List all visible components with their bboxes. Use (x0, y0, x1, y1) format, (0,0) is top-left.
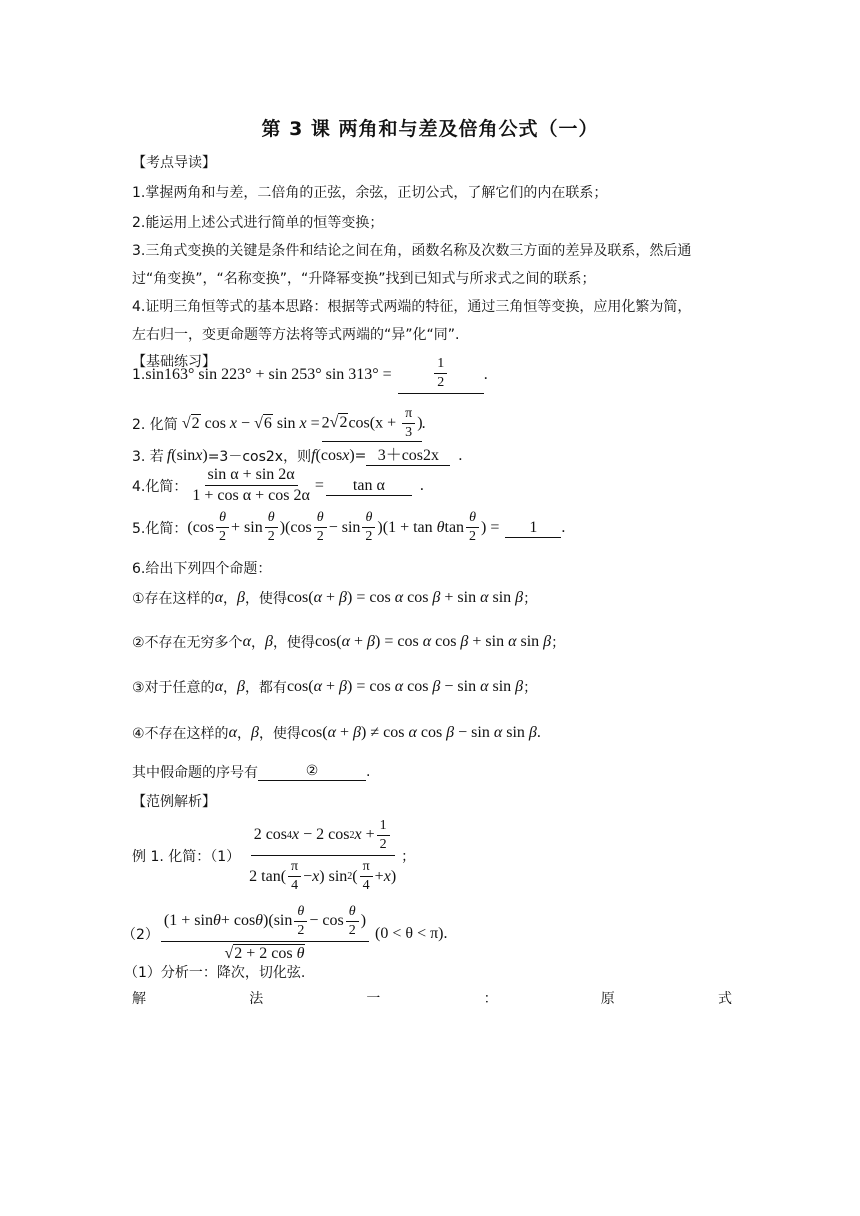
proposition-2: ②不存在无穷多个 α ， β ，使得 cos(α + β) = cos α cos β + sin α sin β ； (132, 633, 566, 651)
guide-item: 2.能运用上述公式进行简单的恒等变换； (132, 215, 384, 231)
exercise-3: 3. 若 f (sinx) =3－cos2x，则 f (cosx) = 3＋cos2x . (132, 447, 463, 466)
guide-item: 4.证明三角恒等式的基本思路：根据等式两端的特征，通过三角恒等变换，应用化繁为简， (132, 299, 692, 315)
guide-item: 3.三角式变换的关键是条件和结论之间在角，函数名称及次数三方面的差异及联系，然后通 (132, 243, 692, 259)
exercise-5-answer: 1 (505, 518, 561, 538)
proposition-3: ③对于任意的 α ， β ，都有 cos(α + β) = cos α cos β − sin α sin β ； (132, 678, 538, 696)
exercise-2-answer: 2√2cos(x + $\frac{\pi}{3}$ ) (322, 406, 422, 442)
exercise-4-numerator: sin α + sin 2α (205, 466, 298, 486)
exercise-2: 2. 化简 √2 cos x − √6 sin x = 2√2cos(x + $\frac{\pi}{3}$ ) . (132, 406, 426, 442)
example-2: （2） (1 + sin θ + cos θ )(sin $\frac{\theta}{2}$ − cos $\frac{\theta}{2}$ ) √2 + 2 cos θ (0 < θ < π) . (122, 904, 448, 963)
proposition-1: ①存在这样的 α ， β ，使得 cos(α + β) = cos α cos β + sin α sin β ； (132, 589, 538, 607)
exercise-4-denominator: 1 + cos α + cos 2α (192, 487, 310, 505)
exercise-1-answer: $\frac{1}{2}$ (398, 356, 484, 394)
page-title: 第 3 课 两角和与差及倍角公式（一） (261, 118, 599, 140)
exercise-6-intro: 6.给出下列四个命题： (132, 561, 272, 577)
false-propositions-answer: ② (258, 763, 366, 781)
exercise-1: 1. sin163° sin 223° + sin 253° sin 313° = $\frac{1}{2}$ . (132, 356, 488, 394)
analysis-line: （1）分析一：降次，切化弦. (124, 965, 306, 981)
guide-item: 1.掌握两角和与差，二倍角的正弦，余弦，正切公式，了解它们的内在联系； (132, 185, 608, 201)
section-heading-exercises: 【基础练习】 (132, 354, 216, 370)
section-heading-guide: 【考点导读】 (132, 155, 216, 171)
section-heading-examples: 【范例解析】 (132, 794, 216, 810)
example-1: 例 1. 化简：（1） 2 cos 4 x − 2 cos 2 x + $\frac{1}{2}$ 2 tan( $\frac{\pi}{4}$ − x ) sin 2 ( $\frac{\pi}{4}$ + x ) ； (132, 818, 416, 894)
exercise-4: 4.化简： $\frac{\text{sin α + sin 2α}}{\text{1 + cos α + cos 2α}}$ = tan α . (132, 466, 424, 505)
exercise-4-answer: tan α (326, 476, 412, 496)
guide-item: 左右归一，变更命题等方法将等式两端的“异”化“同”. (132, 327, 460, 343)
solution-line: 解 法 一 ： 原 式 (132, 991, 732, 1007)
guide-item: 过“角变换”，“名称变换”，“升降幂变换”找到已知式与所求式之间的联系； (132, 271, 596, 287)
exercise-3-answer: 3＋cos2x (366, 446, 450, 466)
false-propositions: 其中假命题的序号有 ② . (132, 763, 371, 781)
exercise-1-expression: sin163° sin 223° + sin 253° sin 313° = (145, 366, 392, 384)
exercise-5: 5.化简： (cos $\frac{\theta}{2}$ + sin $\frac{\theta}{2}$ )(cos $\frac{\theta}{2}$ − sin $\frac{\theta}{2}$ )(1 + tan θtan $\frac{\theta}{2}$ ) = 1 . (132, 510, 566, 545)
proposition-4: ④不存在这样的 α ， β ，使得 cos(α + β) ≠ cos α cos β − sin α sin β . (132, 724, 541, 742)
example-2-range: (0 < θ < π) (375, 924, 444, 942)
